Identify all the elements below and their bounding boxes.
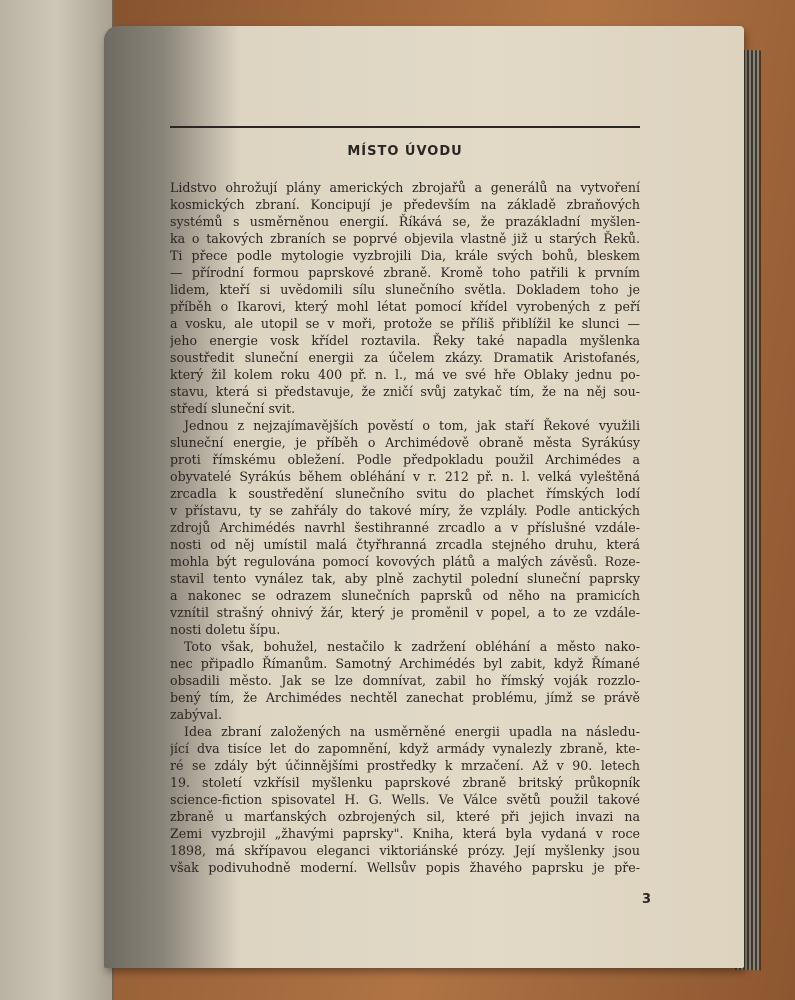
text-line: Lidstvo ohrožují plány amerických zbrojařů a generálů na vytvoření bbox=[170, 180, 640, 195]
text-line: vznítil strašný ohnivý žár, který je proměnil v popel, a to ze vzdále- bbox=[170, 605, 640, 620]
chapter-title: MÍSTO ÚVODU bbox=[347, 144, 463, 159]
text-line: jící dva tisíce let do zapomnění, když armády vynalezly zbraně, kte- bbox=[170, 741, 640, 756]
text-line: systémů s usměrněnou energií. Říkává se, že prazákladní myšlen- bbox=[170, 214, 640, 229]
text-line: stavil tento vynález tak, aby plně zachytil polední sluneční paprsky bbox=[170, 571, 640, 586]
text-line: 19. století vzkřísil myšlenku paprskové zbraně britský průkopník bbox=[170, 775, 640, 790]
text-line: v přístavu, ty se zahřály do takové míry, že vzplály. Podle antických bbox=[170, 503, 640, 518]
text-line: zdrojů Archimédés navrhl šestihranné zrcadlo a v příslušné vzdále- bbox=[170, 520, 640, 535]
text-line: jeho energie vosk křídel roztavila. Řeky také napadla myšlenka bbox=[170, 333, 640, 348]
text-line: kosmických zbraní. Koncipují je především na základě zbraňových bbox=[170, 197, 640, 212]
text-line: příběh o Ikarovi, který mohl létat pomocí křídel vyrobených z peří bbox=[170, 299, 640, 314]
text-line: zrcadla k soustředění slunečního svitu do plachet římských lodí bbox=[170, 486, 640, 501]
text-line: zabýval. bbox=[170, 707, 222, 722]
text-line: nosti doletu šípu. bbox=[170, 622, 281, 637]
book-page bbox=[104, 26, 744, 968]
text-line: science-fiction spisovatel H. G. Wells. Ve Válce světů použil takové bbox=[170, 792, 640, 807]
text-line: Idea zbraní založených na usměrněné energii upadla na následu- bbox=[184, 724, 640, 739]
text-line: stavu, která si představuje, že zničí svůj zatykač tím, že na něj sou- bbox=[170, 384, 640, 399]
text-line: středí sluneční svit. bbox=[170, 401, 296, 416]
text-line: proti římskému obležení. Podle předpokladu použil Archimédes a bbox=[170, 452, 640, 467]
left-page bbox=[0, 0, 114, 1000]
text-line: zbraně u marťanských ozbrojených sil, které při jejich invazi na bbox=[170, 809, 640, 824]
text-line: a vosku, ale utopil se v moři, protože se příliš přiblížil ke slunci — bbox=[170, 316, 640, 331]
body-text bbox=[170, 179, 640, 876]
text-line: soustředit sluneční energii za účelem zkázy. Dramatik Aristofanés, bbox=[170, 350, 640, 365]
text-line: bený tím, že Archimédes nechtěl zanechat problému, jímž se právě bbox=[170, 690, 640, 705]
text-line: sluneční energie, je příběh o Archimédově obraně města Syrákúsy bbox=[170, 435, 640, 450]
text-line: který žil kolem roku 400 př. n. l., má ve své hře Oblaky jednu po- bbox=[170, 367, 640, 382]
text-line: lidem, kteří si uvědomili sílu slunečního světla. Dokladem toho je bbox=[170, 282, 640, 297]
text-line: a nakonec se odrazem slunečních paprsků od něho na pramicích bbox=[170, 588, 640, 603]
text-line: ka o takových zbraních se poprvé objevila vlastně již u starých Řeků. bbox=[170, 231, 640, 246]
text-line: — přírodní formou paprskové zbraně. Kromě toho patřili k prvním bbox=[170, 265, 640, 280]
text-line: však podivuhodně moderní. Wellsův popis žhavého paprsku je pře- bbox=[170, 860, 640, 875]
text-line: mohla být regulována pomocí kovových plátů a malých závěsů. Roze- bbox=[170, 554, 640, 569]
text-line: nosti od něj umístil malá čtyřhranná zrcadla stejného druhu, která bbox=[170, 537, 640, 552]
text-line: Jednou z nejzajímavějších pověstí o tom, jak staří Řekové využili bbox=[184, 418, 640, 433]
text-line: 1898, má skřípavou eleganci viktoriánské prózy. Její myšlenky jsou bbox=[170, 843, 640, 858]
text-line: Zemi vyzbrojil „žhavými paprsky". Kniha, která byla vydaná v roce bbox=[170, 826, 640, 841]
header-rule bbox=[170, 126, 640, 128]
text-line: nec připadlo Římanům. Samotný Archimédés byl zabit, když Římané bbox=[170, 656, 640, 671]
page-number: 3 bbox=[642, 892, 652, 907]
text-line: ré se zdály být účinnějšími prostředky k mrzačení. Až v 90. letech bbox=[170, 758, 640, 773]
text-line: obyvatelé Syrákús během obléhání v r. 212 př. n. l. velká vyleštěná bbox=[170, 469, 640, 484]
text-line: Toto však, bohužel, nestačilo k zadržení obléhání a město nako- bbox=[184, 639, 640, 654]
text-line: Ti přece podle mytologie vyzbrojili Dia, krále svých bohů, bleskem bbox=[170, 248, 640, 263]
text-line: obsadili město. Jak se lze domnívat, zabil ho římský voják rozzlo- bbox=[170, 673, 640, 688]
